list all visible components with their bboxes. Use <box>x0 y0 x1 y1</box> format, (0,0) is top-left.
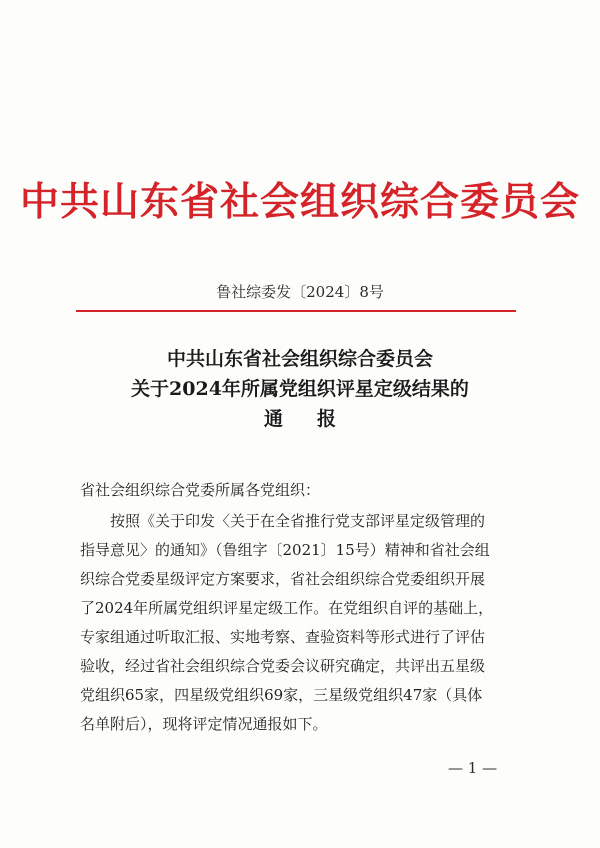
title-char-tong: 通 <box>263 408 283 430</box>
title-char-bao: 报 <box>317 408 337 430</box>
title-line-1: 中共山东省社会组织综合委员会 <box>166 348 433 370</box>
document-number: 鲁社综委发〔2024〕8号 <box>216 283 384 301</box>
body-line: 名单附后），现将评定情况通报如下。 <box>80 715 328 733</box>
body-line: 了2024年所属党组织评星定级工作。在党组织自评的基础上， <box>80 599 494 617</box>
page-number: — 1 — <box>448 759 498 777</box>
body-line: 按照《关于印发〈关于在全省推行党支部评星定级管理的 <box>110 512 486 530</box>
issuer-header: 中共山东省社会组织综合委员会 <box>19 179 580 225</box>
body-line: 织综合党委星级评定方案要求，省社会组织综合党委组织开展 <box>80 570 486 588</box>
document-title <box>0 344 600 434</box>
body-line: 专家组通过听取汇报、实地考察、查验资料等形式进行了评估 <box>80 628 486 646</box>
body-paragraph <box>80 507 518 739</box>
body-line: 党组织65家，四星级党组织69家，三星级党组织47家（具体 <box>80 686 483 704</box>
title-line-3 <box>0 404 600 434</box>
body-line: 验收，经过省社会组织综合党委会议研究确定，共评出五星级 <box>80 657 486 675</box>
body-line: 指导意见〉的通知》（鲁组字〔2021〕15号）精神和省社会组 <box>80 541 490 559</box>
addressee: 省社会组织综合党委所属各党组织： <box>80 481 321 499</box>
title-line-2: 关于2024年所属党组织评星定级结果的 <box>131 378 469 400</box>
red-divider-line <box>76 310 516 312</box>
